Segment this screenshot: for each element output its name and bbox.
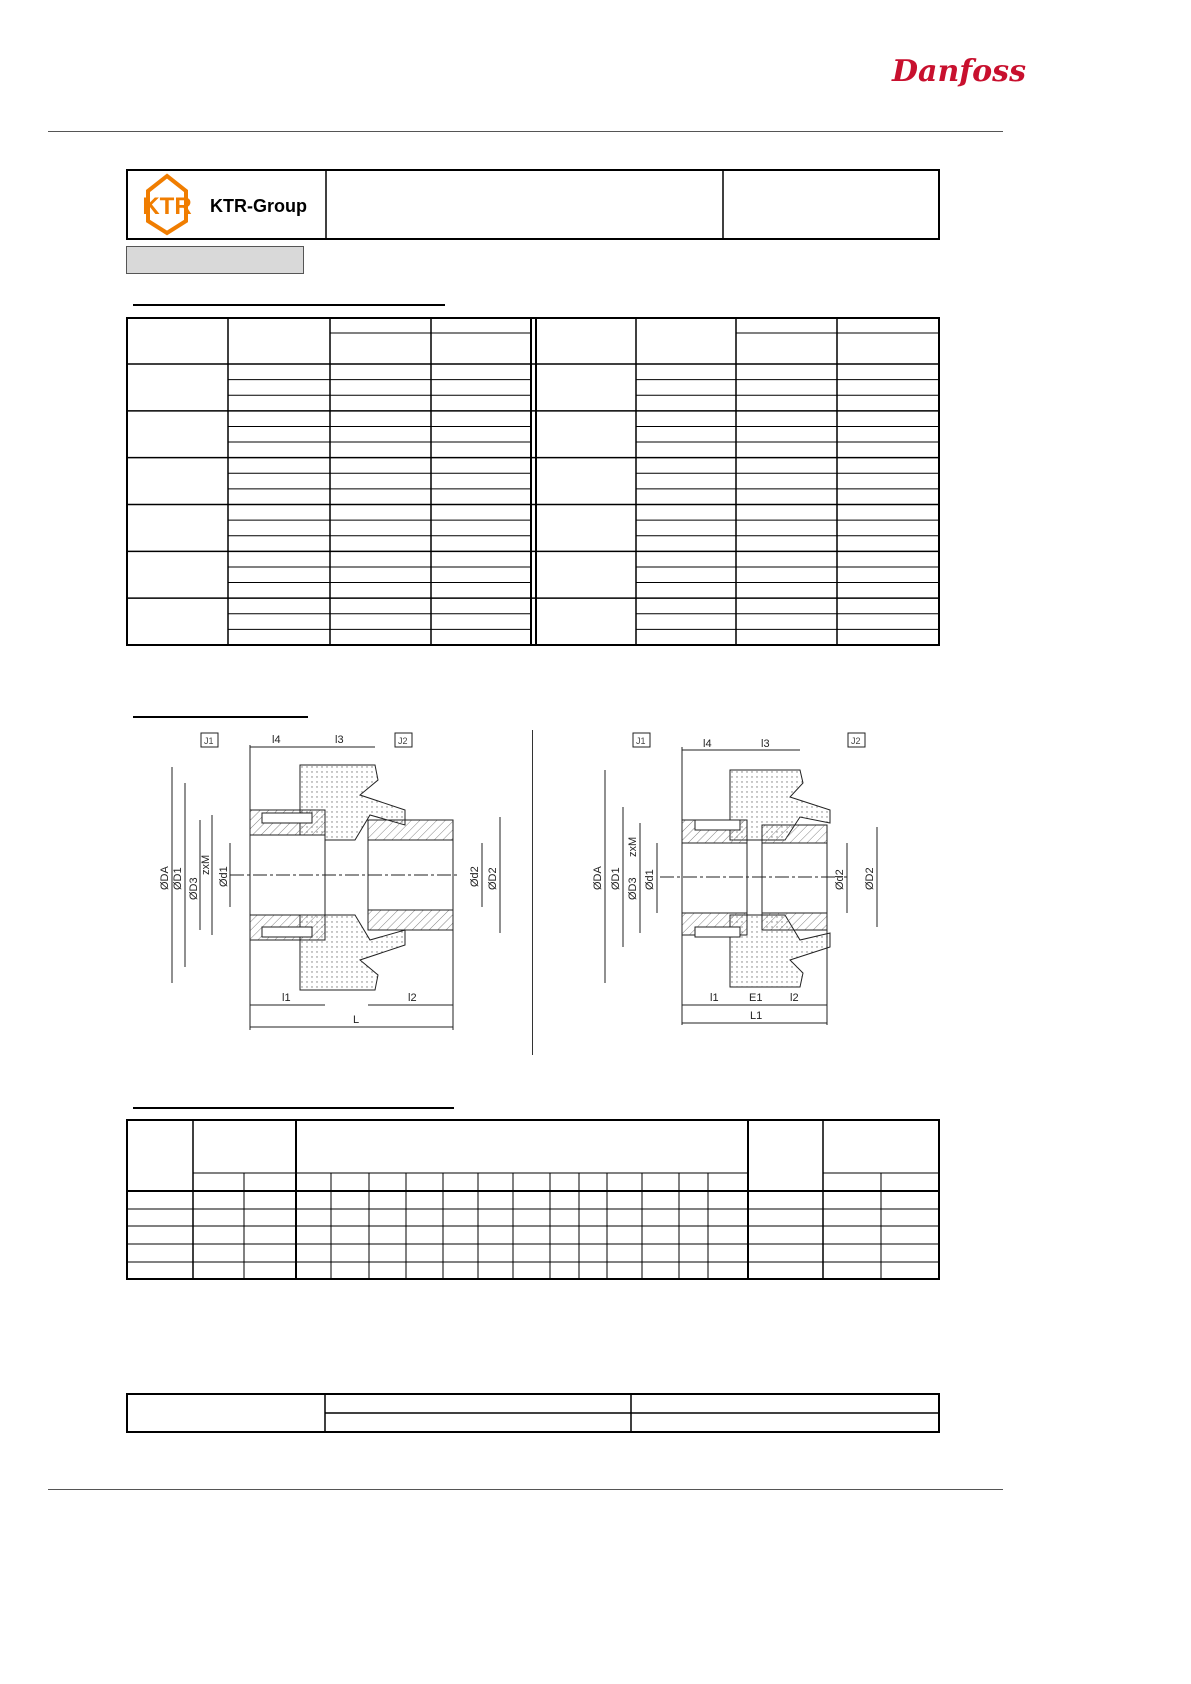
right-dim-zxM: zxM — [627, 836, 639, 857]
left-dim-DA: ØDA — [159, 866, 171, 890]
left-dim-d2: Ød2 — [469, 866, 481, 887]
section-underline-3 — [133, 1107, 454, 1109]
right-dim-l3: l3 — [761, 738, 770, 750]
left-dim-D3: ØD3 — [188, 877, 200, 900]
left-dim-l2: l2 — [408, 992, 417, 1004]
grey-label-bar — [126, 246, 304, 274]
left-box-label-2: J2 — [398, 736, 408, 746]
danfoss-logo-text: Danfoss — [892, 54, 1026, 89]
right-box-label-1: J1 — [636, 736, 646, 746]
right-dim-d1: Ød1 — [644, 869, 656, 890]
right-dim-E1: E1 — [749, 992, 763, 1004]
company-name: KTR-Group — [210, 196, 307, 216]
right-dim-l4: l4 — [703, 738, 712, 750]
right-dim-DA: ØDA — [592, 866, 604, 890]
table-border — [127, 318, 939, 645]
coupling-drawing-right — [585, 725, 895, 1035]
ktr-logo-text: KTR — [142, 193, 192, 220]
right-box-label-2: J2 — [851, 736, 861, 746]
data-table-1 — [126, 317, 941, 647]
danfoss-logo — [890, 45, 1026, 95]
right-dim-D2: ØD2 — [864, 867, 876, 890]
section-underline-2 — [133, 716, 308, 718]
left-dim-l3: l3 — [335, 734, 344, 746]
left-dim-l1: l1 — [282, 992, 291, 1004]
left-dim-zxM: zxM — [200, 854, 212, 875]
right-dim-l2: l2 — [790, 992, 799, 1004]
title-block — [126, 169, 941, 241]
right-dim-L1: L1 — [750, 1010, 763, 1022]
left-dim-D2: ØD2 — [487, 867, 499, 890]
right-dim-l1: l1 — [710, 992, 719, 1004]
data-table-3 — [126, 1393, 941, 1435]
left-dim-d1: Ød1 — [218, 866, 230, 887]
coupling-drawing-left — [150, 725, 520, 1035]
footer-rule — [48, 1489, 1003, 1490]
left-dim-D1: ØD1 — [172, 867, 184, 890]
table-border — [127, 1120, 939, 1279]
section-underline-1 — [133, 304, 445, 306]
data-table-2 — [126, 1119, 941, 1282]
right-dim-d2: Ød2 — [834, 869, 846, 890]
left-box-label-1: J1 — [204, 736, 214, 746]
drawing-divider — [532, 730, 533, 1055]
left-dim-l4: l4 — [272, 734, 281, 746]
header-rule — [48, 131, 1003, 132]
right-dim-D1: ØD1 — [610, 867, 622, 890]
right-dim-D3: ØD3 — [627, 877, 639, 900]
left-dim-L: L — [353, 1014, 360, 1026]
